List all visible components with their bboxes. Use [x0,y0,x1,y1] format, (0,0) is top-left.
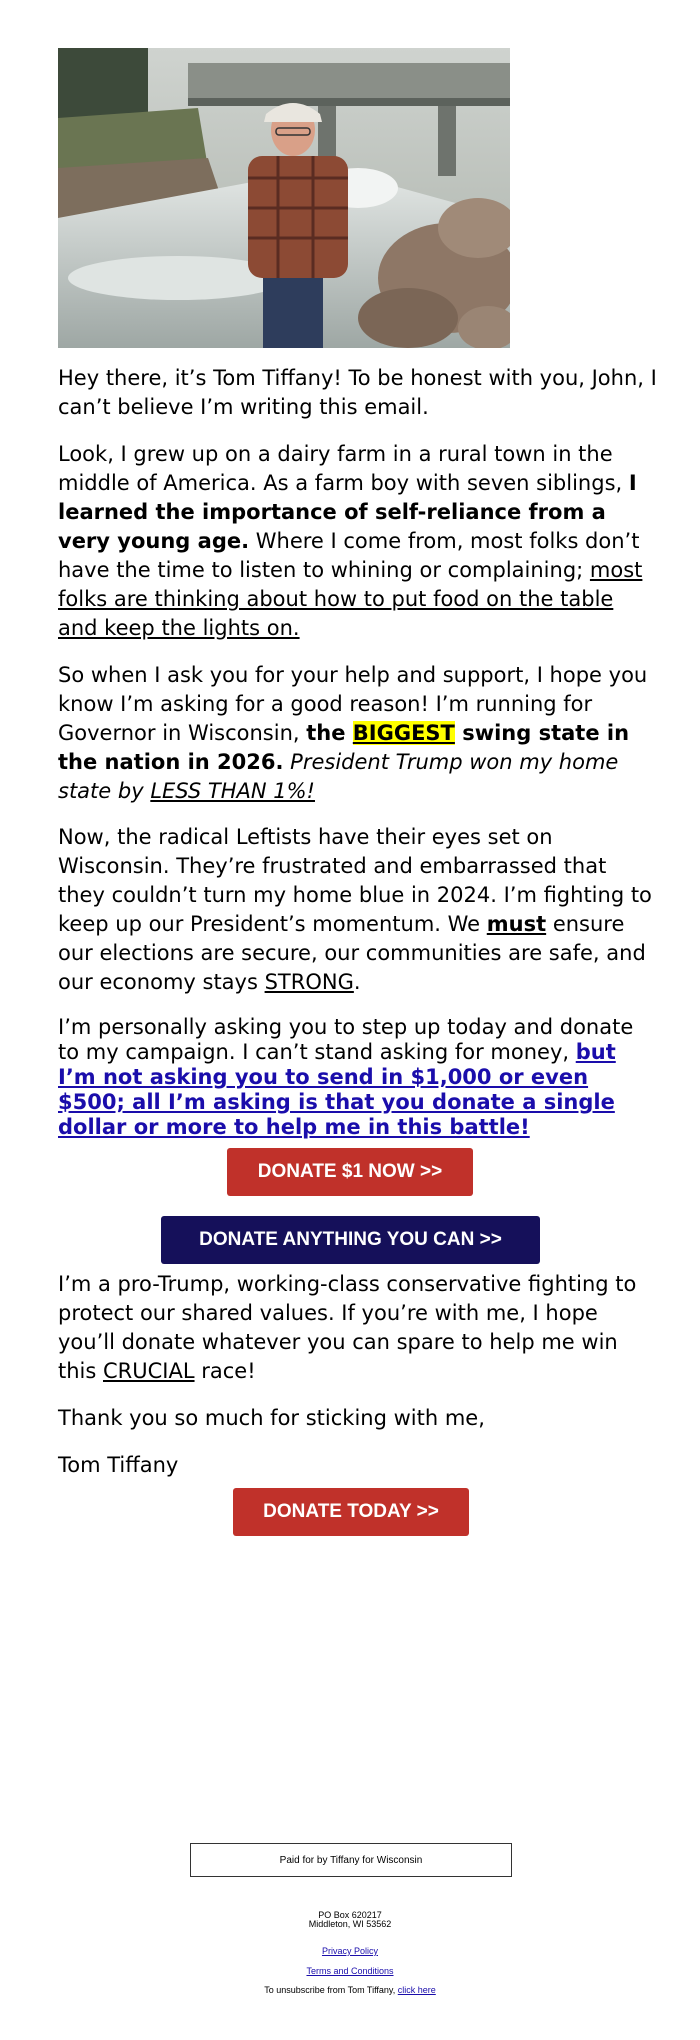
hero-photo [58,48,510,348]
intro-text: Hey there, it’s Tom Tiffany! To be honest with you, John, I can’t believe I’m writing this email. [58,366,657,419]
governor-text-italic: President Trump won my home state by [58,750,619,803]
po-box: PO Box 620217 [318,1910,382,1920]
ask-text-a: I’m personally asking you to step up today and donate to my campaign. I can’t stand asking for money, [58,1015,634,1064]
signature-text: Tom Tiffany [58,1453,179,1477]
donate-anything-button[interactable]: DONATE ANYTHING YOU CAN >> [161,1216,540,1264]
terms-line [0,1966,700,1976]
thanks-paragraph [58,1404,658,1433]
governor-text-a: So when I ask you for your help and support, I hope you know I’m asking for a good reason! I’m running for Governor in Wisconsin, [58,663,648,745]
values-text-c: race! [194,1359,256,1383]
intro-paragraph [58,364,658,422]
city-line: Middleton, WI 53562 [308,1919,392,1929]
leftists-text-a: Now, the radical Leftists have their eyes set on Wisconsin. They’re frustrated and embarrassed that they couldn’t turn my home blue in 2024. I’m fighting to keep up our President’s momentum. We [58,825,652,936]
photo-candidate-icon [58,48,510,348]
governor-text-bold2: swing state in the nation in 2026. [58,721,630,774]
crucial-text: CRUCIAL [103,1359,195,1383]
privacy-line [0,1946,700,1956]
farm-text-underline: most folks are thinking about how to put food on the table and keep the lights on. [58,558,643,640]
farm-text-bold: I learned the importance of self-reliance from a very young age. [58,471,637,553]
less-than-text: LESS THAN 1%! [150,779,315,803]
paid-for-text: Paid for by Tiffany for Wisconsin [279,1854,423,1866]
unsubscribe-link[interactable]: click here [397,1985,436,1995]
biggest-highlight: BIGGEST [352,721,455,745]
strong-text: STRONG [264,970,354,994]
unsubscribe-text: To unsubscribe from Tom Tiffany, [264,1985,398,1995]
must-text: must [486,912,547,936]
donate-text-link[interactable]: but I’m not asking you to send in $1,000 or even $500; all I’m asking is that you donate a single dollar or more to help me in this battle! [58,1040,616,1139]
leftists-text-c: ensure our elections are secure, our communities are safe, and our economy stays [58,912,646,994]
donate-1-button[interactable]: DONATE $1 NOW >> [227,1148,473,1196]
leftists-text-d: . [353,970,361,994]
terms-link[interactable]: Terms and Conditions [306,1966,394,1976]
farm-text-a: Look, I grew up on a dairy farm in a rural town in the middle of America. As a farm boy with seven siblings, [58,442,629,495]
values-text-a: I’m a pro-Trump, working-class conservative fighting to protect our shared values. If you’re with me, I hope you’ll donate whatever you can spare to help me win this [58,1272,637,1383]
donate-today-button[interactable]: DONATE TODAY >> [233,1488,469,1536]
privacy-policy-link[interactable]: Privacy Policy [321,1946,378,1956]
values-paragraph [58,1270,658,1386]
leftists-paragraph [58,823,658,997]
unsubscribe-line [0,1985,700,1995]
signature [58,1451,658,1480]
thanks-text: Thank you so much for sticking with me, [58,1406,485,1430]
farm-text-c: Where I come from, most folks don’t have the time to listen to whining or complaining; [58,529,640,582]
governor-paragraph [58,661,658,806]
farm-paragraph [58,440,658,643]
ask-paragraph [58,1015,658,1140]
governor-text-bold1: the [306,721,353,745]
paid-for-box [190,1843,512,1877]
